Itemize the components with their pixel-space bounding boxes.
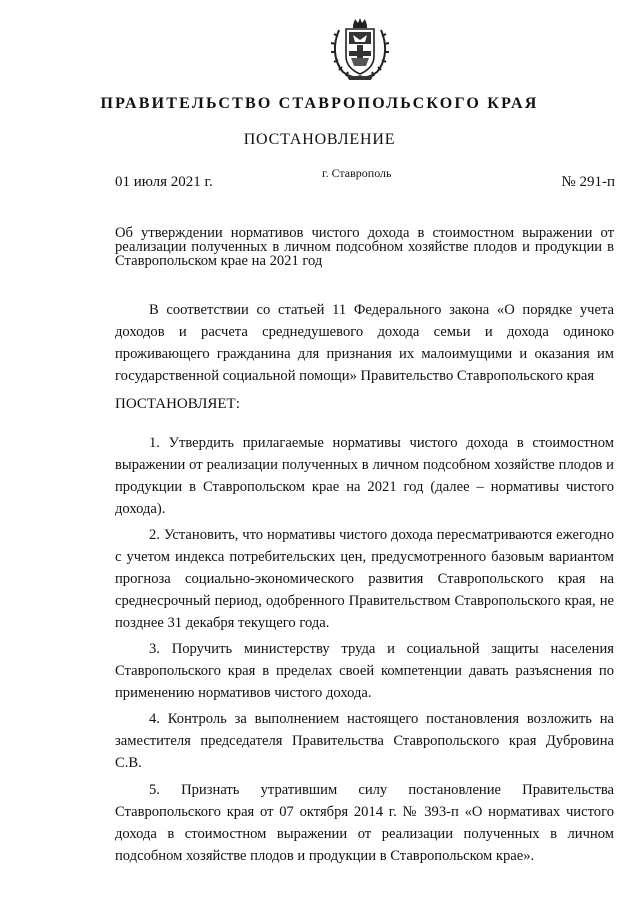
stavropol-coat-of-arms-icon [329,16,391,82]
decree-word: ПОСТАНОВЛЯЕТ: [115,396,240,412]
document-city: г. Ставрополь [322,166,392,180]
item-3-paragraph: 3. Поручить министерству труда и социальной защиты населения Ставропольского края в пределах своей компетенции давать разъяснения по применению нормативов чистого дохода. [115,641,614,701]
document-type: ПОСТАНОВЛЕНИЕ [243,131,396,148]
item-2-paragraph: 2. Установить, что нормативы чистого дохода пересматриваются ежегодно с учетом индекса потребительских цен, предусмотренного базовым вариантом прогноза социально-экономического развития Ставропольского края на среднесрочный период, одобренного Правительством Ставропольского края, не позднее 31 декабря текущего года. [115,527,614,631]
item-1-paragraph: 1. Утвердить прилагаемые нормативы чистого дохода в стоимостном выражении от реализации полученных в личном подсобном хозяйстве плодов и продукции в Ставропольском крае на 2021 год (далее – нормативы чистого дохода). [115,435,614,517]
item-4-paragraph: 4. Контроль за выполнением настоящего постановления возложить на заместителя председателя Правительства Ставропольского края Дубровина С.В. [115,711,614,771]
document-number: № 291-п [561,174,615,190]
document-date: 01 июля 2021 г. [115,174,213,190]
preamble-paragraph: В соответствии со статьей 11 Федерального закона «О порядке учета доходов и расчета среднедушевого дохода семьи и дохода одиноко проживающего гражданина для признания их малоимущими и оказания им государственной социальной помощи» Правительство Ставропольского края [115,302,614,384]
document-subject: Об утверждении нормативов чистого дохода в стоимостном выражении от реализации полученных в личном подсобном хозяйстве плодов и продукции в Ставропольском крае на 2021 год [115,225,614,269]
item-5-paragraph: 5. Признать утратившим силу постановление Правительства Ставропольского края от 07 октября 2014 г. № 393-п «О нормативах чистого дохода в стоимостном выражении от реализации полученных в личном подсобном хозяйстве плодов и продукции в Ставропольском крае». [115,782,614,864]
government-title: ПРАВИТЕЛЬСТВО СТАВРОПОЛЬСКОГО КРАЯ [100,95,539,112]
